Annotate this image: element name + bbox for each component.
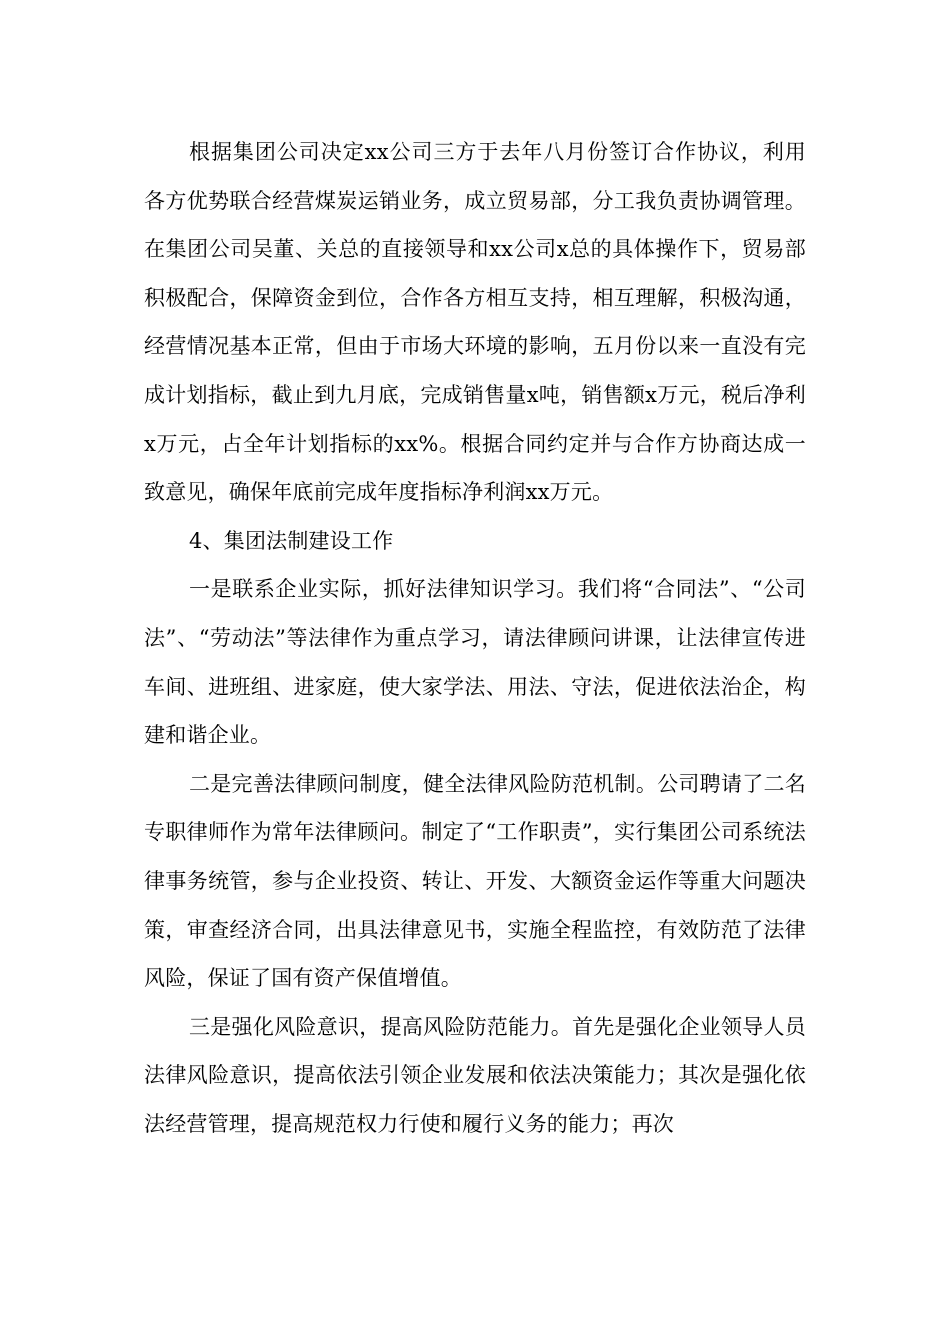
paragraph-legal-counsel: 二是完善法律顾问制度，健全法律风险防范机制。公司聘请了二名专职律师作为常年法律顾问。制定了“工作职责”，实行集团公司系统法律事务统管，参与企业投资、转让、开发、大额资金运作等重大问题决策，审查经济合同，出具法律意见书，实施全程监控，有效防范了法律风险，保证了国有资产保值增值。: [144, 771, 806, 991]
paragraph-coal-trade: 根据集团公司决定xx公司三方于去年八月份签订合作协议，利用各方优势联合经营煤炭运销业务，成立贸易部，分工我负责协调管理。在集团公司吴董、关总的直接领导和xx公司x总的具体操作下，贸易部积极配合，保障资金到位，合作各方相互支持，相互理解，积极沟通，经营情况基本正常，但由于市场大环境的影响，五月份以来一直没有完成计划指标，截止到九月底，完成销售量x吨，销售额x万元，税后净利x万元，占全年计划指标的xx%。根据合同约定并与合作方协商达成一致意见，确保年底前完成年度指标净利润xx万元。: [144, 140, 806, 505]
paragraph-risk-awareness: 三是强化风险意识，提高风险防范能力。首先是强化企业领导人员法律风险意识，提高依法引领企业发展和依法决策能力；其次是强化依法经营管理，提高规范权力行使和履行义务的能力；再次: [144, 1014, 806, 1136]
document-body: [144, 128, 806, 1148]
paragraph-legal-study: 一是联系企业实际，抓好法律知识学习。我们将“合同法”、“公司法”、“劳动法”等法律作为重点学习，请法律顾问讲课，让法律宣传进车间、进班组、进家庭，使大家学法、用法、守法，促进依法治企，构建和谐企业。: [144, 577, 806, 748]
section-heading-legal-construction: 4、集团法制建设工作: [189, 528, 394, 553]
